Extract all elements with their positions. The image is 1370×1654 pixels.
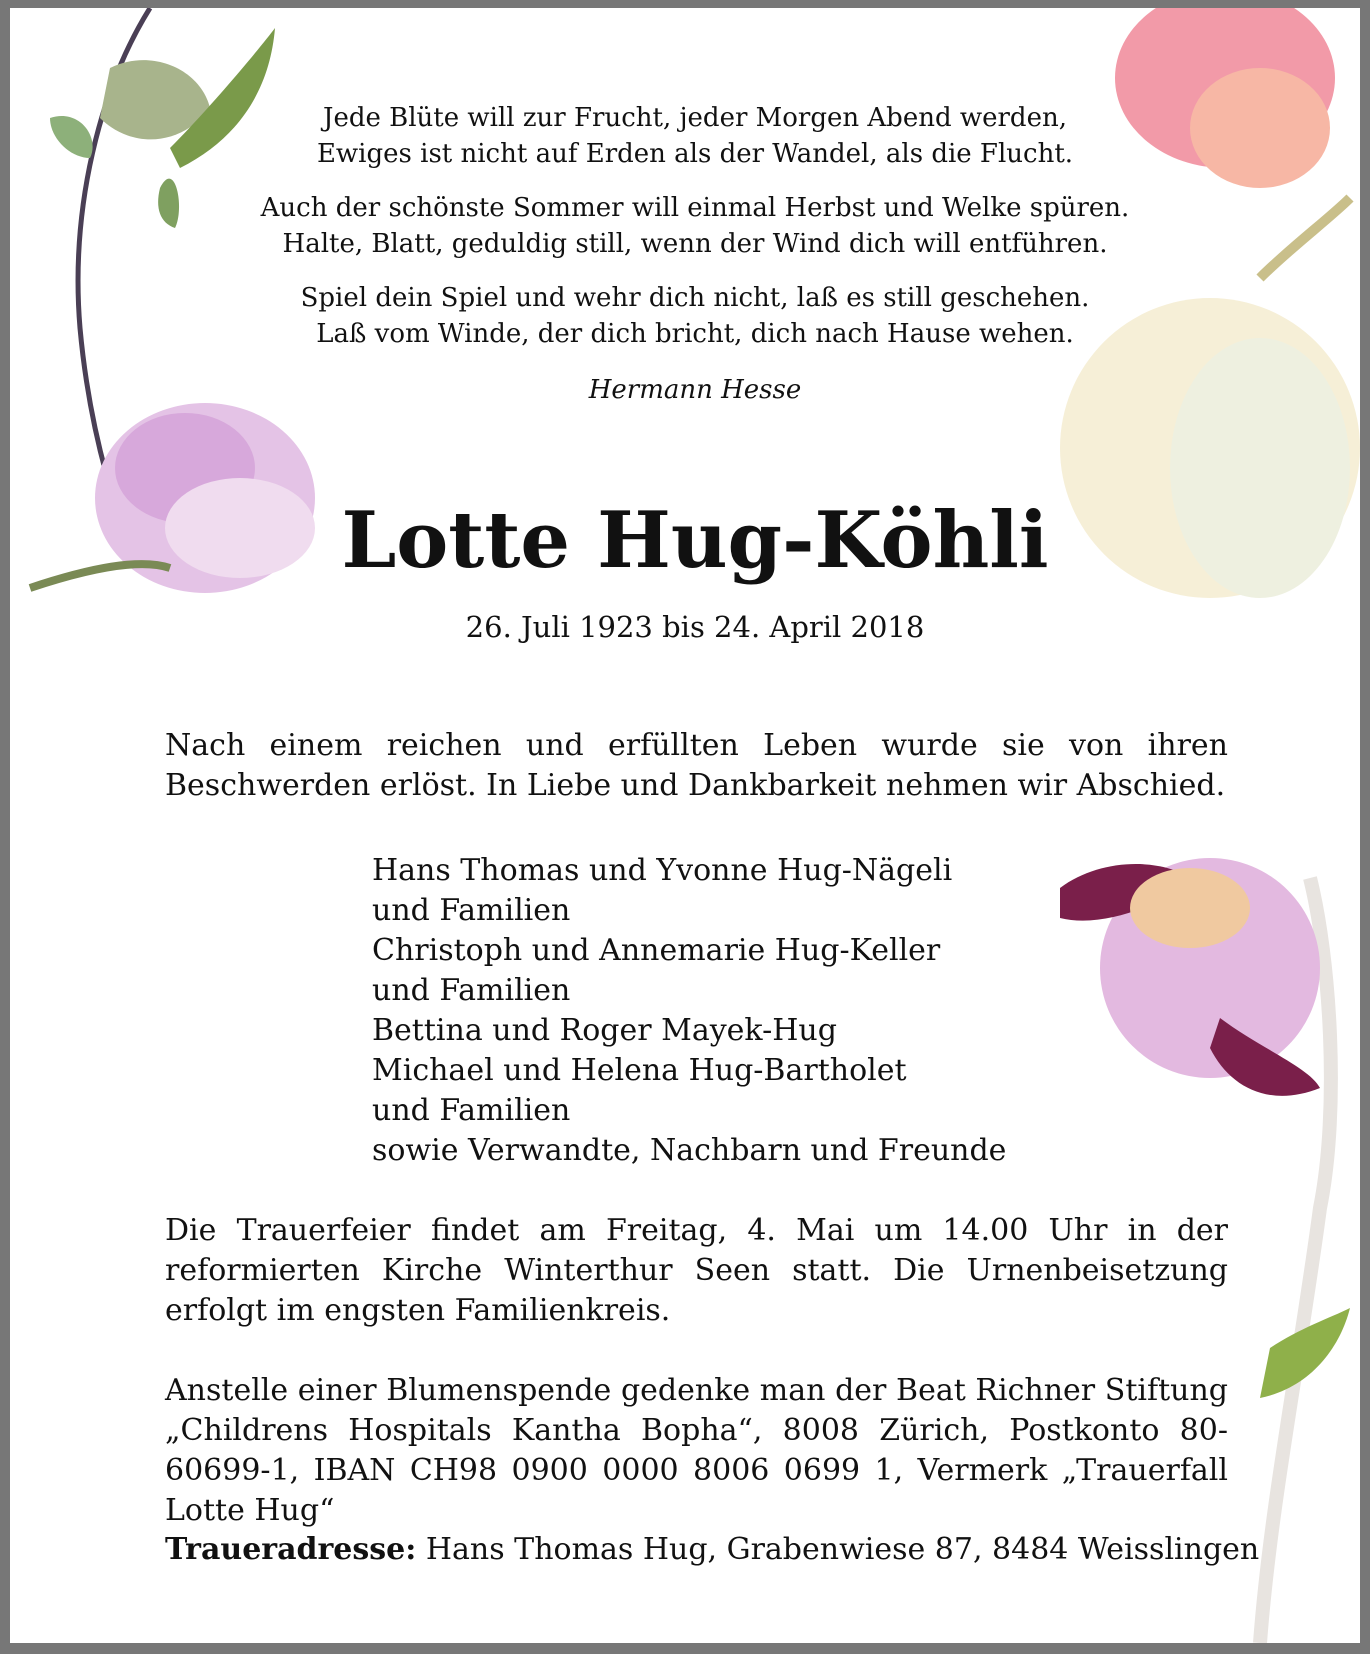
poem-line: Ewiges ist nicht auf Erden als der Wandel, als die Flucht. <box>316 139 1074 169</box>
poem-line: Spiel dein Spiel und wehr dich nicht, laß es still geschehen. <box>300 283 1090 313</box>
address-value: Hans Thomas Hug, Grabenwiese 87, 8484 Weisslingen <box>416 1532 1260 1567</box>
mourning-address <box>165 1530 1260 1570</box>
mourner: und Familien <box>372 893 571 928</box>
mourner: Hans Thomas und Yvonne Hug-Nägeli <box>372 853 953 888</box>
poem <box>10 100 1360 408</box>
mourner: Bettina und Roger Mayek-Hug <box>372 1013 837 1048</box>
mourner: und Familien <box>372 1093 571 1128</box>
deceased-name: Lotte Hug-Köhli <box>341 495 1049 586</box>
mourner: Michael und Helena Hug-Bartholet <box>372 1053 907 1088</box>
mourner: und Familien <box>372 973 571 1008</box>
mourner: Christoph und Annemarie Hug-Keller <box>372 933 941 968</box>
poem-line: Jede Blüte will zur Frucht, jeder Morgen Abend werden, <box>323 103 1067 133</box>
poem-line: Halte, Blatt, geduldig still, wenn der Wind dich will entführen. <box>282 229 1108 259</box>
ceremony-text: Die Trauerfeier findet am Freitag, 4. Mai um 14.00 Uhr in der reformierten Kirche Winterthur Seen statt. Die Urnenbeisetzung erfolgt im engsten Familienkreis. <box>165 1213 1228 1328</box>
intro-text: Nach einem reichen und erfüllten Leben wurde sie von ihren Beschwerden erlöst. In Liebe und Dankbarkeit nehmen wir Abschied. <box>165 728 1228 803</box>
life-dates: 26. Juli 1923 bis 24. April 2018 <box>465 610 925 644</box>
donation-text: Anstelle einer Blumenspende gedenke man der Beat Richner Stiftung „Childrens Hospitals Kantha Bopha“, 8008 Zürich, Postkonto 80-60699-1, IBAN CH98 0900 0000 8006 0699 1, Vermerk „Trauerfall Lotte Hug“ <box>165 1373 1228 1528</box>
address-label: Traueradresse: <box>165 1532 417 1567</box>
poem-line: Laß vom Winde, der dich bricht, dich nach Hause wehen. <box>316 319 1074 349</box>
mourner: sowie Verwandte, Nachbarn und Freunde <box>372 1133 1007 1168</box>
mourners-list <box>372 851 1006 1171</box>
poem-author: Hermann Hesse <box>588 375 802 405</box>
poem-line: Auch der schönste Sommer will einmal Herbst und Welke spüren. <box>260 193 1130 223</box>
obituary-page <box>10 8 1360 1643</box>
